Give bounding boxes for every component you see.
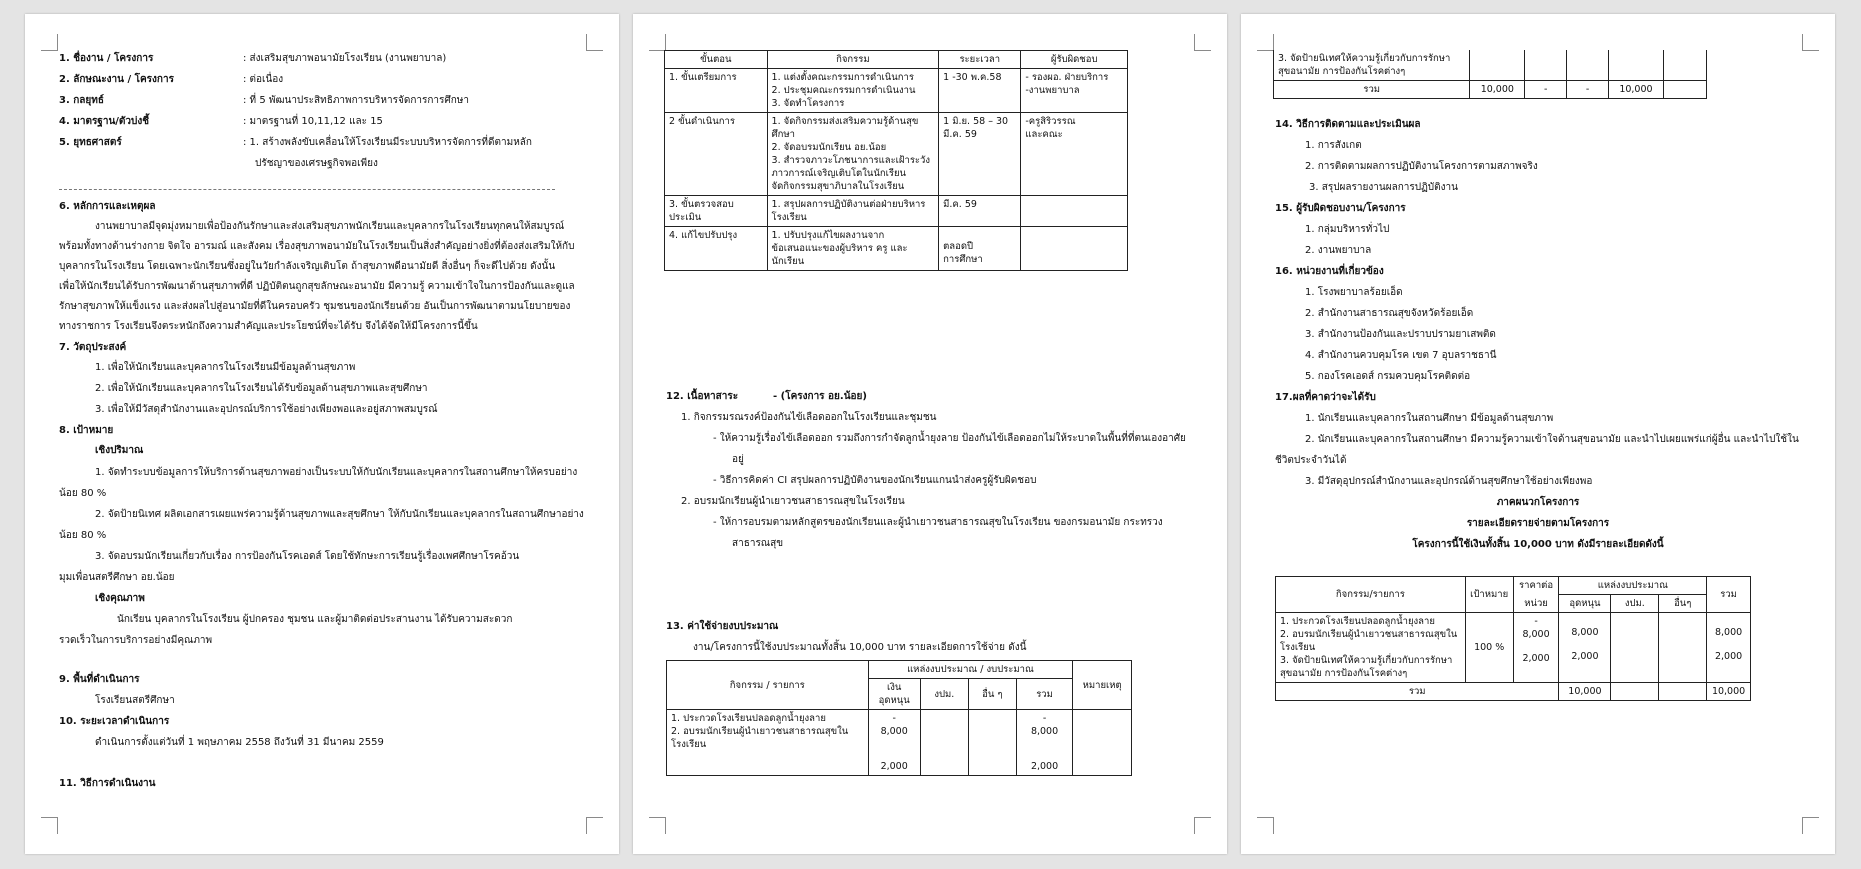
activity-line: 1. ประกวดโรงเรียนปลอดลูกน้ำยุงลาย	[1280, 616, 1435, 627]
total-label: รวม	[1274, 81, 1470, 99]
total-value: 2,000	[1030, 761, 1059, 772]
table-total-row	[1274, 81, 1707, 99]
section-6-line: ทางราชการ โรงเรียนจึงตระหนักถึงความสำคัญและประโยชน์ที่จะได้รับ จึงได้จัดให้มีโครงการนี้ขึ้น	[59, 321, 478, 332]
appendix-total: โครงการนี้ใช้เงินทั้งสิ้น 10,000 บาท ดังมีรายละเอียดดังนี้	[1412, 539, 1664, 550]
table-row	[1276, 613, 1751, 683]
activity-line: สุขอนามัย การป้องกันโรคต่างๆ	[1280, 668, 1408, 679]
section-6-line: พร้อมทั้งทางด้านร่างกาย จิตใจ อารมณ์ และสังคม เรื่องสุขภาพอนามัยในโรงเรียนเป็นสิ่งสำคัญอย่างยิ่งที่ต้องส่งเสริมให้กับ	[59, 241, 575, 252]
table-cell	[939, 227, 1021, 271]
step-label: 2 ขั้นดำเนินการ	[669, 116, 735, 127]
page-corner-mark	[1802, 34, 1819, 51]
step-label: 1. ขั้นเตรียมการ	[669, 72, 737, 83]
activity-line: โรงเรียน	[671, 739, 707, 750]
section-10-title: 10. ระยะเวลาดำเนินการ	[59, 716, 170, 727]
table-cell	[665, 113, 768, 196]
owner-line: -ครูสิริวรรณ	[1025, 116, 1076, 127]
activity-line: 1. จัดกิจกรรมส่งเสริมความรู้ด้านสุข	[771, 116, 919, 127]
activity-line: ข้อเสนอแนะของผู้บริหาร ครู และ	[771, 243, 908, 254]
detail-table-header	[1276, 577, 1751, 595]
column-header-group: แหล่งงบประมาณ	[1559, 577, 1707, 595]
unit-price: 8,000	[1522, 629, 1550, 640]
section-14-item: 3. สรุปผลรายงานผลการปฏิบัติงาน	[1309, 182, 1458, 193]
section-6-line: บุคลากรในโรงเรียน โดยเฉพาะนักเรียนซึ่งอยู่ในวัยกำลังเจริญเติบโต ถ้าสุขภาพดีอนามัยดี สิ่งอื่นๆ ก็จะดีไปด้วย ดังนั้น	[59, 261, 556, 272]
page-corner-mark	[1257, 34, 1274, 51]
activity-line: 2. ประชุมคณะกรรมการดำเนินงาน	[771, 85, 916, 96]
section-16-item: 2. สำนักงานสาธารณสุขจังหวัดร้อยเอ็ด	[1305, 308, 1474, 319]
column-header: ราคาต่อ	[1513, 577, 1559, 595]
section-12-subtitle: - (โครงการ อย.น้อย)	[773, 391, 867, 402]
activity-line: 1. แต่งตั้งคณะกรรมการดำเนินการ	[771, 72, 914, 83]
activity-line: 1. ปรับปรุงแก้ไขผลงานจาก	[771, 230, 885, 241]
header-value-5-cont: ปรัชญาของเศรษฐกิจพอเพียง	[255, 158, 378, 169]
column-header: กิจกรรม	[767, 51, 939, 69]
table-cell	[767, 69, 939, 113]
column-header: หน่วย	[1513, 595, 1559, 613]
section-15-item: 2. งานพยาบาล	[1305, 245, 1372, 256]
column-header: ผู้รับผิดชอบ	[1021, 51, 1128, 69]
table-row	[667, 710, 1132, 776]
table-cell	[868, 710, 920, 776]
table-cell	[939, 113, 1021, 196]
header-label-1: 1. ชื่องาน / โครงการ	[59, 53, 154, 64]
budget-table-header	[667, 661, 1132, 679]
activity-line: ภาวการณ์เจริญเติบโตในนักเรียน	[771, 168, 906, 179]
section-9-text: โรงเรียนสตรีศึกษา	[95, 695, 175, 706]
steps-table-header	[665, 51, 1128, 69]
appendix-subtitle: รายละเอียดรายจ่ายตามโครงการ	[1466, 518, 1610, 529]
table-cell	[1567, 50, 1609, 81]
column-header: ขั้นตอน	[665, 51, 768, 69]
table-cell	[1525, 50, 1567, 81]
table-cell	[968, 710, 1016, 776]
table-row	[1274, 50, 1707, 81]
page-corner-mark	[41, 817, 58, 834]
header-value-4: : มาตรฐานที่ 10,11,12 และ 15	[243, 116, 383, 127]
step-label: ประเมิน	[669, 212, 702, 223]
total-value: 10,000	[1470, 81, 1525, 99]
column-header: รวม	[1016, 679, 1073, 710]
page-corner-mark	[586, 34, 603, 51]
table-cell	[665, 227, 768, 271]
header-label-2: 2. ลักษณะงาน / โครงการ	[59, 74, 174, 85]
section-16-item: 5. กองโรคเอดส์ กรมควบคุมโรคติดต่อ	[1305, 371, 1471, 382]
table-row	[665, 227, 1128, 271]
section-6-line: งานพยาบาลมีจุดมุ่งหมายเพื่อป้องกันรักษาและส่งเสริมสุขภาพนักเรียนและบุคลากรในโรงเรียนทุกคนให้สมบูรณ์	[95, 221, 565, 232]
table-total-row	[1276, 683, 1751, 701]
section-15-title: 15. ผู้รับผิดชอบงาน/โครงการ	[1275, 203, 1406, 214]
section-13-text: งาน/โครงการนี้ใช้งบประมาณทั้งสิ้น 10,000 บาท รายละเอียดการใช้จ่าย ดังนี้	[693, 642, 1027, 653]
total-value: -	[1525, 81, 1567, 99]
budget-table-continued	[1273, 50, 1707, 99]
table-cell	[1073, 710, 1132, 776]
section-14-title: 14. วิธีการติดตามและประเมินผล	[1275, 119, 1421, 130]
section-8-item-cont: มุมเพื่อนสตรีศึกษา อย.น้อย	[59, 572, 175, 583]
page-corner-mark	[649, 817, 666, 834]
section-14-item: 1. การสังเกต	[1305, 140, 1362, 151]
table-cell	[1559, 613, 1611, 683]
owner-line: - รองผอ. ฝ่ายบริการ	[1025, 72, 1109, 83]
section-7-title: 7. วัตถุประสงค์	[59, 342, 127, 353]
page-corner-mark	[41, 34, 58, 51]
total-value: 2,000	[1714, 651, 1743, 662]
page-corner-mark	[1802, 817, 1819, 834]
activity-line: 2. จัดอบรมนักเรียน อย.น้อย	[771, 142, 887, 153]
subsidy-value: 2,000	[880, 761, 908, 772]
table-cell	[767, 113, 939, 196]
header-value-3: : ที่ 5 พัฒนาประสิทธิภาพการบริหารจัดการการศึกษา	[243, 95, 470, 106]
subsidy-value: -	[892, 713, 896, 724]
table-cell	[939, 69, 1021, 113]
table-cell	[1611, 683, 1659, 701]
total-value: 8,000	[1030, 726, 1059, 737]
activity-line: ศึกษา	[771, 129, 795, 140]
table-cell	[1663, 50, 1706, 81]
section-12-line: 1. กิจกรรมรณรงค์ป้องกันไข้เลือดออกในโรงเรียนและชุมชน	[681, 412, 937, 423]
section-9-title: 9. พื้นที่ดำเนินการ	[59, 674, 140, 685]
table-cell	[1016, 710, 1073, 776]
period-line: 1 -30 พ.ค.58	[943, 72, 1002, 83]
section-6-title: 6. หลักการและเหตุผล	[59, 201, 156, 212]
section-8-qual-text: นักเรียน บุคลากรในโรงเรียน ผู้ปกครอง ชุมชน และผู้มาติดต่อประสานงาน ได้รับความสะดวก	[117, 614, 513, 625]
section-17-item-cont: ชีวิตประจำวันได้	[1275, 455, 1347, 466]
table-cell	[665, 196, 768, 227]
table-cell	[1513, 613, 1559, 683]
table-cell	[1659, 613, 1707, 683]
owner-line: และคณะ	[1025, 129, 1063, 140]
subsidy-value: 2,000	[1571, 651, 1599, 662]
table-cell	[1707, 613, 1751, 683]
column-header: งปม.	[920, 679, 968, 710]
section-17-item: 3. มีวัสดุอุปกรณ์สำนักงานและอุปกรณ์ด้านสุขศึกษาใช้อย่างเพียงพอ	[1305, 476, 1593, 487]
table-cell	[920, 710, 968, 776]
column-header-group: แหล่งงบประมาณ / งบประมาณ	[868, 661, 1073, 679]
column-header: งปม.	[1611, 595, 1659, 613]
page-corner-mark	[586, 817, 603, 834]
section-8-item-cont: น้อย 80 %	[59, 530, 107, 541]
owner-line: -งานพยาบาล	[1025, 85, 1080, 96]
activity-line: โรงเรียน	[771, 212, 807, 223]
column-header: รวม	[1707, 577, 1751, 613]
sum-total: 10,000	[1707, 683, 1751, 701]
section-8-item: 2. จัดป้ายนิเทศ ผลิตเอกสารเผยแพร่ความรู้ด้านสุขภาพและสุขศึกษา ให้กับนักเรียนและบุคลากรในสถานศึกษาอย่าง	[95, 509, 584, 520]
section-8-quantitative: เชิงปริมาณ	[95, 445, 144, 456]
activity-line: นักเรียน	[771, 256, 805, 267]
column-header: หมายเหตุ	[1073, 661, 1132, 710]
table-cell	[1663, 81, 1706, 99]
header-label-3: 3. กลยุทธ์	[59, 95, 104, 106]
table-cell	[1021, 113, 1128, 196]
section-8-qualitative: เชิงคุณภาพ	[95, 593, 145, 604]
section-12-line: - ให้ความรู้เรื่องไข้เลือดออก รวมถึงการกำจัดลูกน้ำยุงลาย ป้องกันไข้เลือดออกไม่ให้ระบาดในพื้นที่ที่ตนเองอาศัย	[713, 433, 1186, 444]
subsidy-value: 8,000	[1571, 627, 1599, 638]
section-17-item: 1. นักเรียนและบุคลากรในสถานศึกษา มีข้อมูลด้านสุขภาพ	[1305, 413, 1554, 424]
table-cell	[1470, 50, 1525, 81]
section-7-item: 2. เพื่อให้นักเรียนและบุคลากรในโรงเรียนได้รับข้อมูลด้านสุขภาพและสุขศึกษา	[95, 383, 428, 394]
activity-line: 3. จัดป้ายนิเทศให้ความรู้เกี่ยวกับการรักษา	[1278, 53, 1451, 64]
column-header: กิจกรรม / รายการ	[667, 661, 869, 710]
section-12-line: อยู่	[732, 454, 744, 465]
table-cell	[1021, 227, 1128, 271]
table-cell	[1021, 196, 1128, 227]
section-12-line: 2. อบรมนักเรียนผู้นำเยาวชนสาธารณสุขในโรงเรียน	[681, 496, 905, 507]
table-cell	[667, 710, 869, 776]
period-line: 1 มิ.ย. 58 – 30	[943, 116, 1009, 127]
activity-line: 1. ประกวดโรงเรียนปลอดลูกน้ำยุงลาย	[671, 713, 826, 724]
subsidy-value: 8,000	[880, 726, 908, 737]
section-13-title: 13. ค่าใช้จ่ายงบประมาณ	[666, 621, 779, 632]
table-cell	[1609, 50, 1664, 81]
appendix-title: ภาคผนวกโครงการ	[1496, 497, 1580, 508]
steps-table	[664, 50, 1128, 271]
activity-line: โรงเรียน	[1280, 642, 1316, 653]
table-cell	[767, 196, 939, 227]
table-cell	[1021, 69, 1128, 113]
activity-line: 3. จัดป้ายนิเทศให้ความรู้เกี่ยวกับการรักษา	[1280, 655, 1453, 666]
section-17-title: 17.ผลที่คาดว่าจะได้รับ	[1275, 392, 1376, 403]
column-header: กิจกรรม/รายการ	[1276, 577, 1466, 613]
total-value: 10,000	[1609, 81, 1664, 99]
step-label: 3. ขั้นตรวจสอบ	[669, 199, 734, 210]
total-label: รวม	[1276, 683, 1559, 701]
header-label-5: 5. ยุทธศาสตร์	[59, 137, 122, 148]
unit-price: -	[1534, 616, 1538, 627]
period-line: ตลอดปี	[943, 241, 974, 252]
document-page-3	[1241, 14, 1835, 854]
page-corner-mark	[1194, 817, 1211, 834]
column-header: อุดหนุน	[1559, 595, 1611, 613]
page-corner-mark	[1194, 34, 1211, 51]
section-16-item: 4. สำนักงานควบคุมโรค เขต 7 อุบลราชธานี	[1305, 350, 1497, 361]
section-8-title: 8. เป้าหมาย	[59, 425, 114, 436]
target-value: 100 %	[1465, 613, 1513, 683]
section-8-item: 1. จัดทำระบบข้อมูลการให้บริการด้านสุขภาพอย่างเป็นระบบให้กับนักเรียนและบุคลากรในสถานศึกษาให้ครบอย่าง	[95, 467, 578, 478]
header-value-5: : 1. สร้างพลังขับเคลื่อนให้โรงเรียนมีระบบบริหารจัดการที่ดีตามหลัก	[243, 137, 532, 148]
section-8-item-cont: น้อย 80 %	[59, 488, 107, 499]
table-cell	[1276, 613, 1466, 683]
period-line: มี.ค. 59	[943, 199, 977, 210]
total-value: -	[1042, 713, 1047, 724]
section-11-title: 11. วิธีการดำเนินงาน	[59, 778, 156, 789]
activity-line: 3. สำรวจภาวะโภชนาการและเฝ้าระวัง	[771, 155, 931, 166]
header-value-2: : ต่อเนื่อง	[243, 74, 284, 85]
section-7-item: 1. เพื่อให้นักเรียนและบุคลากรในโรงเรียนมีข้อมูลด้านสุขภาพ	[95, 362, 356, 373]
table-row	[665, 113, 1128, 196]
document-page-2	[633, 14, 1227, 854]
table-cell	[1611, 613, 1659, 683]
sum-subsidy: 10,000	[1559, 683, 1611, 701]
header-label-4: 4. มาตรฐาน/ตัวบ่งชี้	[59, 116, 150, 127]
activity-line: 1. สรุปผลการปฏิบัติงานต่อฝ่ายบริหาร	[771, 199, 926, 210]
section-12-line: - ให้การอบรมตามหลักสูตรของนักเรียนและผู้นำเยาวชนสาธารณสุขในโรงเรียน ของกรมอนามัย กระทรวง	[713, 517, 1163, 528]
step-label: 4. แก้ไขปรับปรุง	[669, 230, 738, 241]
section-12-line: - วิธีการคิดค่า CI สรุปผลการปฏิบัติงานของนักเรียนแกนนำส่งครูผู้รับผิดชอบ	[713, 475, 1037, 486]
column-header: ระยะเวลา	[939, 51, 1021, 69]
table-cell	[665, 69, 768, 113]
section-16-title: 16. หน่วยงานที่เกี่ยวข้อง	[1275, 266, 1384, 277]
total-value: -	[1567, 81, 1609, 99]
document-page-1	[25, 14, 619, 854]
section-12-title: 12. เนื้อหาสาระ	[666, 391, 739, 402]
section-14-item: 2. การติดตามผลการปฏิบัติงานโครงการตามสภาพจริง	[1305, 161, 1538, 172]
period-line: มี.ค. 59	[943, 129, 977, 140]
column-header: อื่นๆ	[1659, 595, 1707, 613]
activity-line: จัดกิจกรรมสุขาภิบาลในโรงเรียน	[771, 181, 905, 192]
table-cell	[1659, 683, 1707, 701]
unit-price: 2,000	[1522, 653, 1550, 664]
table-cell	[1274, 50, 1470, 81]
section-6-line: เพื่อให้นักเรียนได้รับการพัฒนาด้านสุขภาพที่ดี ปฏิบัติตนถูกสุขลักษณะอนามัย มีความรู้ ความเข้าใจในการป้องกันและดูแล	[59, 281, 575, 292]
table-row	[665, 69, 1128, 113]
activity-line: 3. จัดทำโครงการ	[771, 98, 845, 109]
section-7-item: 3. เพื่อให้มีวัสดุสำนักงานและอุปกรณ์บริการใช้อย่างเพียงพอและอยู่สภาพสมบูรณ์	[95, 404, 438, 415]
page-corner-mark	[1257, 817, 1274, 834]
section-12-line: สาธารณสุข	[732, 538, 784, 549]
column-header: เงิน อุดหนุน	[868, 679, 920, 710]
section-8-item: 3. จัดอบรมนักเรียนเกี่ยวกับเรื่อง การป้องกันโรคเอดส์ โดยใช้ทักษะการเรียนรู้เรื่องเพศศึกษาโรคอ้วน	[95, 551, 520, 562]
activity-line: สุขอนามัย การป้องกันโรคต่างๆ	[1278, 66, 1406, 77]
activity-line: 2. อบรมนักเรียนผู้นำเยาวชนสาธารณสุขใน	[671, 726, 849, 737]
detail-budget-table	[1275, 576, 1751, 701]
table-row	[665, 196, 1128, 227]
header-divider	[59, 189, 555, 190]
section-8-qual-text-cont: รวดเร็วในการบริการอย่างมีคุณภาพ	[59, 635, 213, 646]
column-header: เป้าหมาย	[1465, 577, 1513, 613]
activity-line: 2. อบรมนักเรียนผู้นำเยาวชนสาธารณสุขใน	[1280, 629, 1458, 640]
column-header: อื่น ๆ	[968, 679, 1016, 710]
section-6-line: รักษาสุขภาพให้แข็งแรง และส่งผลไปสู่อนามัยที่ดีในครอบครัว ชุมชนของนักเรียนด้วย อันเป็นการพัฒนาตามนโยบายของ	[59, 301, 571, 312]
section-16-item: 1. โรงพยาบาลร้อยเอ็ด	[1305, 287, 1403, 298]
section-15-item: 1. กลุ่มบริหารทั่วไป	[1305, 224, 1390, 235]
table-cell	[767, 227, 939, 271]
total-value: 8,000	[1714, 627, 1743, 638]
header-value-1: : ส่งเสริมสุขภาพอนามัยโรงเรียน (งานพยาบาล)	[243, 53, 447, 64]
section-10-text: ดำเนินการตั้งแต่วันที่ 1 พฤษภาคม 2558 ถึงวันที่ 31 มีนาคม 2559	[95, 737, 384, 748]
table-cell	[939, 196, 1021, 227]
page-corner-mark	[649, 34, 666, 51]
budget-table	[666, 660, 1132, 776]
section-16-item: 3. สำนักงานป้องกันและปราบปรามยาเสพติด	[1305, 329, 1496, 340]
period-line: การศึกษา	[943, 254, 983, 265]
section-17-item: 2. นักเรียนและบุคลากรในสถานศึกษา มีความรู้ความเข้าใจด้านสุขอนามัย และนำไปเผยแพร่แก่ผู้อื่น และนำไปใช้ใน	[1305, 434, 1799, 445]
